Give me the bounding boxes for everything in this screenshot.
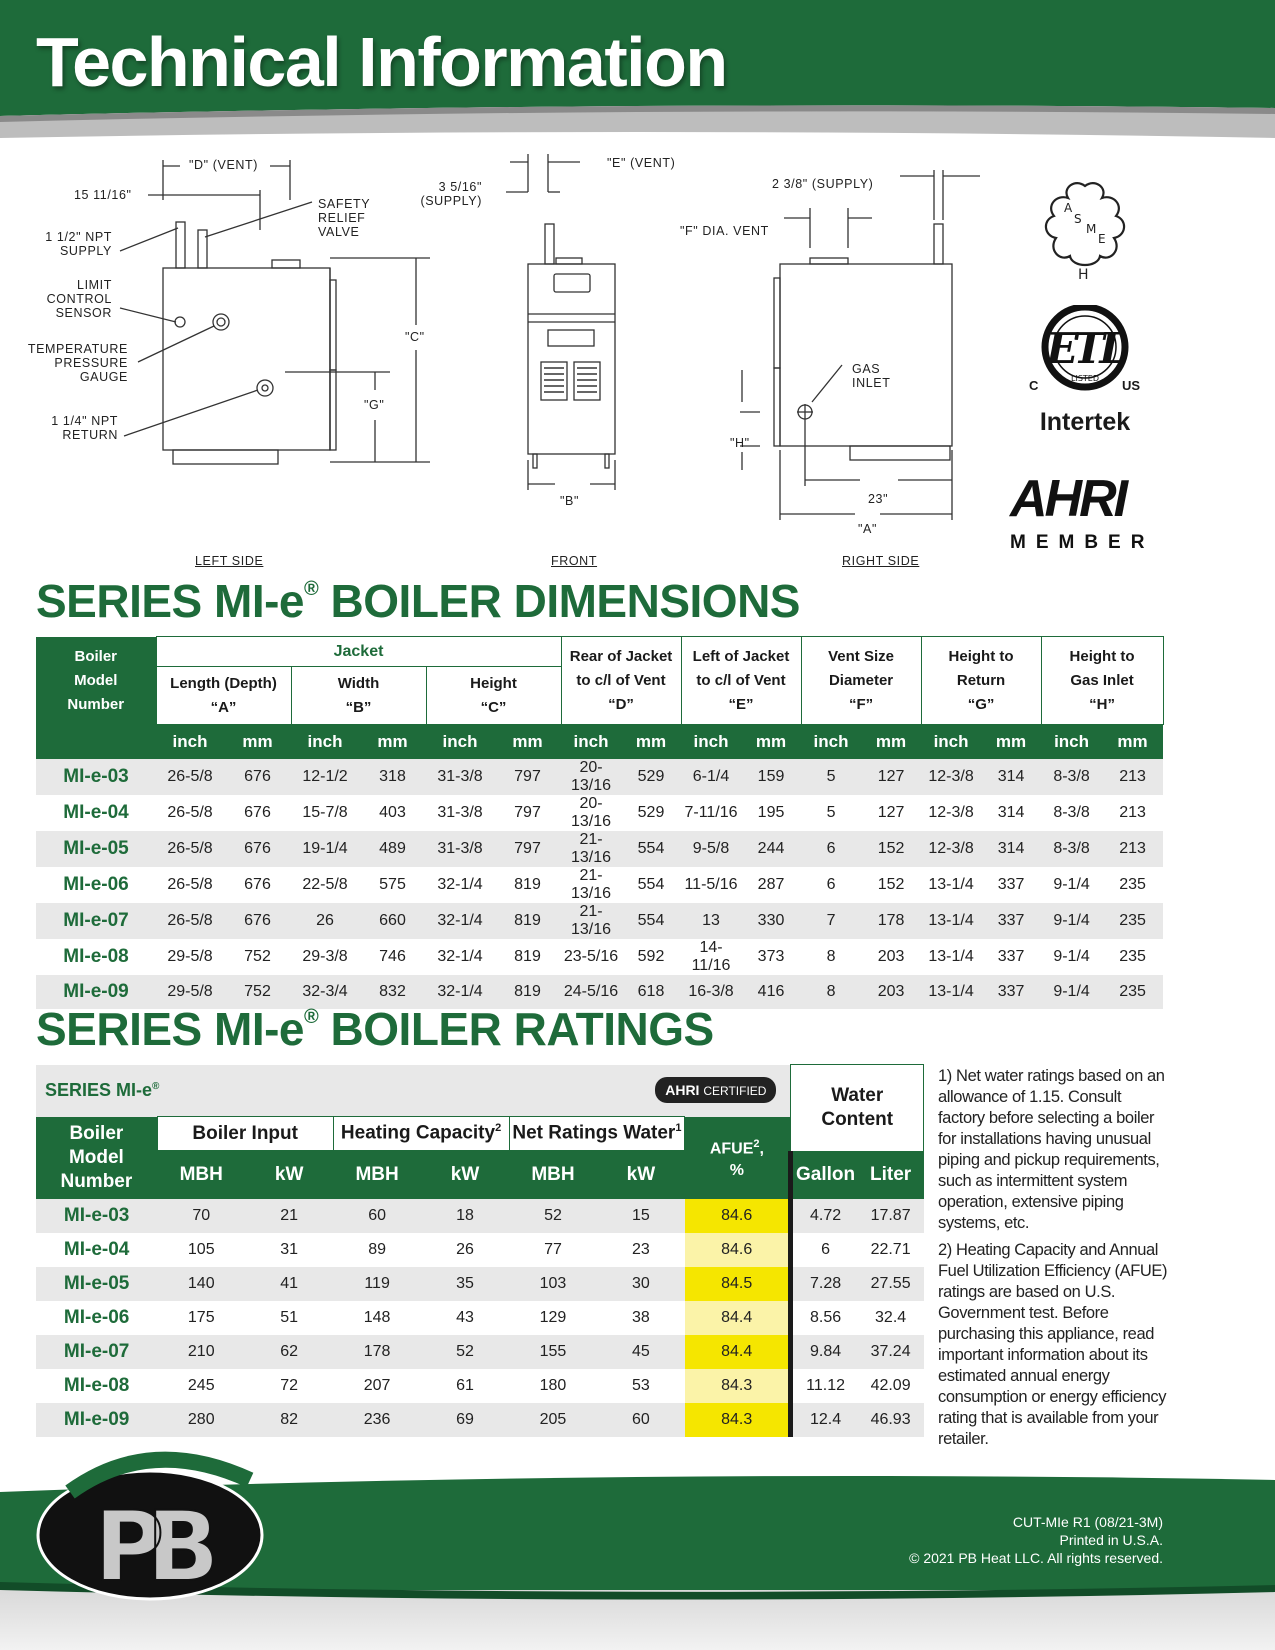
dim-value-cell: 178: [861, 903, 921, 939]
dim-value-cell: 31-3/8: [426, 759, 494, 795]
dim-value-cell: 5: [826, 803, 836, 821]
dim-value-cell: 32-3/4: [291, 975, 359, 1009]
label-temp-gauge: TEMPERATURE PRESSURE GAUGE: [27, 342, 128, 384]
rat-value-cell: 180: [539, 1376, 567, 1394]
dim-value-cell: 314: [981, 759, 1041, 795]
rat-model-cell: MI-e-09: [36, 1403, 157, 1437]
dim-header-gas: Height to Gas Inlet “H”: [1041, 637, 1163, 725]
dim-value-cell: 529: [621, 759, 681, 795]
dim-table-row: [36, 939, 1163, 975]
dim-value-cell: 31-3/8: [426, 831, 494, 867]
dim-value-cell: 373: [757, 947, 785, 965]
etl-us-mark: US: [1122, 378, 1141, 393]
rat-sub-kw-3: kW: [597, 1151, 685, 1199]
dim-value-cell: 554: [621, 903, 681, 939]
rat-value-cell: 60: [333, 1199, 421, 1233]
dim-value-cell: 12-3/8: [921, 759, 981, 795]
dim-unit-mm: mm: [359, 725, 426, 759]
rat-afue-cell: 84.4: [685, 1335, 791, 1369]
rat-value-cell: 205: [509, 1403, 597, 1437]
rat-value-cell: 119: [333, 1267, 421, 1301]
rat-value-cell: 62: [245, 1335, 333, 1369]
dim-model-cell: MI-e-06: [63, 873, 129, 895]
footer-copyright: © 2021 PB Heat LLC. All rights reserved.: [909, 1550, 1163, 1566]
rat-value-cell: 6: [791, 1233, 858, 1267]
dim-value-cell: 32-1/4: [437, 875, 483, 893]
dim-value-cell: 32-1/4: [426, 903, 494, 939]
dim-value-cell: 575: [379, 875, 406, 893]
rat-value-cell: 70: [157, 1199, 245, 1233]
rat-value-cell: 45: [597, 1335, 685, 1369]
dim-value-cell: 152: [861, 831, 921, 867]
dim-table-body: [36, 759, 1163, 1009]
dim-value-cell: 20-13/16: [570, 794, 612, 830]
dim-value-cell: 8-3/8: [1041, 759, 1102, 795]
dim-unit-row: [36, 725, 1163, 759]
dim-value-cell: 127: [861, 759, 921, 795]
dim-value-cell: 235: [1102, 975, 1163, 1009]
dim-value-cell: 676: [244, 875, 271, 893]
rat-value-cell: 82: [245, 1403, 333, 1437]
rat-value-cell: 22.71: [870, 1240, 911, 1258]
rat-afue-cell: 84.4: [685, 1301, 791, 1335]
dim-value-cell: 5: [801, 759, 861, 795]
dim-value-cell: 8: [826, 947, 836, 965]
dim-value-cell: 23-5/16: [563, 947, 619, 965]
dim-value-cell: 32-1/4: [426, 975, 494, 1009]
dim-header-length: Length (Depth) “A”: [156, 667, 291, 725]
dim-header-height: Height “C”: [426, 667, 561, 725]
dim-value-cell: 203: [877, 947, 905, 965]
rat-sub-mbh-3: MBH: [509, 1151, 597, 1199]
dim-value-cell: 16-3/8: [681, 975, 741, 1009]
dim-value-cell: 797: [494, 759, 561, 795]
label-b: "B": [560, 494, 580, 508]
rat-afue-cell: 84.6: [685, 1199, 791, 1233]
dim-unit-inch: inch: [156, 725, 224, 759]
rat-value-cell: 15: [597, 1199, 685, 1233]
rat-value-cell: 77: [544, 1240, 562, 1258]
dim-value-cell: 489: [359, 831, 426, 867]
pb-logo-text: PB: [94, 1491, 202, 1603]
label-g: "G": [364, 398, 385, 412]
dim-model-cell: MI-e-08: [63, 945, 129, 967]
rat-afue-cell: 84.5: [685, 1267, 791, 1301]
rat-header-input: Boiler Input: [157, 1117, 333, 1151]
rat-value-cell: 148: [363, 1308, 391, 1326]
rat-table-row: [36, 1369, 924, 1403]
page-title: Technical Information: [36, 23, 727, 101]
label-c: "C": [405, 330, 425, 344]
rat-value-cell: 8.56: [791, 1301, 858, 1335]
rat-sub-mbh-2: MBH: [333, 1151, 421, 1199]
dim-value-cell: 13: [681, 903, 741, 939]
dim-unit-inch: inch: [291, 725, 359, 759]
dim-value-cell: 235: [1119, 947, 1146, 965]
dim-value-cell: 26-5/8: [156, 831, 224, 867]
rat-value-cell: 12.4: [791, 1403, 858, 1437]
rat-sub-mbh-1: MBH: [157, 1151, 245, 1199]
dim-value-cell: 20-13/16: [561, 759, 621, 795]
dim-unit-inch: inch: [681, 725, 741, 759]
rat-value-cell: 27.55: [858, 1267, 924, 1301]
label-2-3-8: 2 3/8" (SUPPLY): [772, 177, 874, 191]
footer-info: [909, 1513, 1163, 1567]
rat-value-cell: 60: [597, 1403, 685, 1437]
dim-header-jacket: Jacket: [156, 637, 561, 667]
ahri-certified-badge: AHRI CERTIFIED: [655, 1077, 776, 1103]
dim-value-cell: 29-3/8: [302, 947, 348, 965]
dim-value-cell: 554: [621, 831, 681, 867]
dim-header-rear: Rear of Jacket to c/l of Vent “D”: [561, 637, 681, 725]
dim-value-cell: 9-1/4: [1053, 875, 1090, 893]
dim-value-cell: 403: [379, 803, 406, 821]
boiler-line-drawing: [0, 140, 980, 580]
dim-value-cell: 832: [359, 975, 426, 1009]
ahri-member-text: MEMBER: [1010, 532, 1155, 553]
dim-value-cell: 26-5/8: [156, 903, 224, 939]
rat-value-cell: 53: [631, 1376, 650, 1394]
dim-value-cell: 8: [801, 975, 861, 1009]
dim-value-cell: 19-1/4: [291, 831, 359, 867]
rat-value-cell: 280: [157, 1403, 245, 1437]
dim-value-cell: 9-1/4: [1041, 903, 1102, 939]
label-return-npt: 1 1/4" NPT RETURN: [51, 414, 118, 442]
rat-value-cell: 43: [456, 1308, 474, 1326]
rat-afue-cell: 84.3: [685, 1403, 791, 1437]
etl-listed-text: LISTED: [1071, 374, 1099, 383]
dimensions-table: [36, 636, 1164, 1009]
dim-table-row: [36, 903, 1163, 939]
rat-model-cell: MI-e-04: [63, 1238, 130, 1260]
dim-value-cell: 31-3/8: [437, 803, 483, 821]
rat-value-cell: 69: [421, 1403, 509, 1437]
rat-value-cell: 31: [280, 1240, 299, 1258]
rat-value-cell: 210: [157, 1335, 245, 1369]
dim-value-cell: 235: [1102, 903, 1163, 939]
dim-value-cell: 337: [981, 975, 1041, 1009]
asme-letter-a: A: [1064, 201, 1073, 215]
dim-value-cell: 159: [741, 759, 801, 795]
dim-value-cell: 127: [877, 803, 905, 821]
rat-model-cell: MI-e-07: [36, 1335, 157, 1369]
dim-value-cell: 26: [291, 903, 359, 939]
dim-unit-mm: mm: [621, 725, 681, 759]
caption-right-side: RIGHT SIDE: [842, 554, 920, 568]
footnote-1: 1) Net water ratings based on an allowance of 1.15. Consult factory before selecting a boiler for installations having unusual piping and pickup requirements, such as intermittent system operation, extensive piping systems, etc.: [938, 1067, 1165, 1232]
rat-table-row: [36, 1233, 924, 1267]
dim-value-cell: 676: [224, 759, 291, 795]
label-supply-npt: 1 1/2" NPT SUPPLY: [45, 230, 112, 258]
rat-sub-kw-1: kW: [245, 1151, 333, 1199]
dim-value-cell: 29-5/8: [156, 975, 224, 1009]
asme-letter-m: M: [1086, 222, 1097, 236]
rat-value-cell: 207: [363, 1376, 391, 1394]
dim-header-left: Left of Jacket to c/l of Vent “E”: [681, 637, 801, 725]
dim-unit-inch: inch: [1041, 725, 1102, 759]
dim-value-cell: 7: [801, 903, 861, 939]
dimensions-title: SERIES MI-e® BOILER DIMENSIONS: [36, 575, 800, 627]
dim-value-cell: 819: [494, 975, 561, 1009]
label-safety-valve: SAFETY RELIEF VALVE: [318, 197, 371, 239]
dim-value-cell: 11-5/16: [684, 875, 738, 893]
dim-value-cell: 213: [1102, 831, 1163, 867]
dim-value-cell: 8-3/8: [1041, 831, 1102, 867]
rat-header-afue: AFUE$^2$, %: [685, 1117, 791, 1199]
dim-header-width: Width “B”: [291, 667, 426, 725]
label-d-vent: "D" (VENT): [189, 158, 259, 172]
dim-model-cell: MI-e-07: [36, 903, 156, 939]
dim-value-cell: 26-5/8: [167, 803, 213, 821]
asme-letter-e: E: [1098, 232, 1106, 246]
rat-value-cell: 103: [509, 1267, 597, 1301]
footer-code: CUT-MIe R1 (08/21-3M): [1012, 1514, 1163, 1530]
dim-value-cell: 6: [801, 831, 861, 867]
rat-value-cell: 175: [187, 1308, 215, 1326]
rat-value-cell: 42.09: [870, 1376, 911, 1394]
dim-model-cell: MI-e-04: [63, 801, 129, 823]
dim-value-cell: 26-5/8: [167, 875, 213, 893]
rat-value-cell: 9.84: [791, 1335, 858, 1369]
dim-value-cell: 9-5/8: [681, 831, 741, 867]
rat-value-cell: 236: [333, 1403, 421, 1437]
label-limit-sensor: LIMIT CONTROL SENSOR: [46, 278, 112, 320]
dim-value-cell: 819: [514, 875, 541, 893]
rat-value-cell: 41: [245, 1267, 333, 1301]
rat-value-cell: 52: [421, 1335, 509, 1369]
dim-value-cell: 9-1/4: [1053, 947, 1090, 965]
rat-value-cell: 26: [456, 1240, 474, 1258]
ratings-title: SERIES MI-e® BOILER RATINGS: [36, 1003, 714, 1055]
rat-value-cell: 32.4: [875, 1308, 907, 1326]
rat-value-cell: 4.72: [791, 1199, 858, 1233]
rat-value-cell: 178: [333, 1335, 421, 1369]
dim-value-cell: 337: [997, 947, 1025, 965]
ahri-logo: AHRI: [1010, 470, 1126, 528]
rat-header-capacity: Heating Capacity$^2$: [333, 1117, 509, 1151]
ratings-table-wrap: [36, 1064, 924, 1440]
rat-value-cell: 129: [539, 1308, 567, 1326]
dim-value-cell: 6-1/4: [681, 759, 741, 795]
footnote-2: 2) Heating Capacity and Annual Fuel Utilization Efficiency (AFUE) ratings are based on U.S. Government test. Before purchasing this appliance, read important information about its estimated annual energy consumption or energy efficiency rating that is available from your retailer.: [938, 1241, 1168, 1448]
dim-table-row: [36, 867, 1163, 903]
rat-header-model: Boiler Model Number: [36, 1117, 157, 1199]
dim-unit-mm: mm: [981, 725, 1041, 759]
dim-value-cell: 26-5/8: [156, 759, 224, 795]
boiler-drawing: [0, 140, 980, 580]
rat-model-cell: MI-e-03: [36, 1199, 157, 1233]
dim-model-cell: MI-e-09: [36, 975, 156, 1009]
dim-value-cell: 29-5/8: [167, 947, 213, 965]
dim-model-cell: MI-e-03: [36, 759, 156, 795]
asme-logo: [1040, 180, 1130, 280]
dim-unit-mm: mm: [861, 725, 921, 759]
dim-value-cell: 752: [224, 975, 291, 1009]
intertek-wordmark: Intertek: [1039, 408, 1131, 436]
dim-value-cell: 21-13/16: [561, 903, 621, 939]
dim-unit-inch: inch: [921, 725, 981, 759]
rat-value-cell: 30: [597, 1267, 685, 1301]
dim-value-cell: 13-1/4: [921, 975, 981, 1009]
dim-value-cell: 21-13/16: [561, 831, 621, 867]
rat-value-cell: 37.24: [858, 1335, 924, 1369]
dim-value-cell: 592: [637, 947, 665, 965]
rat-model-cell: MI-e-08: [63, 1374, 130, 1396]
label-23: 23": [868, 492, 889, 506]
dim-value-cell: 12-3/8: [921, 831, 981, 867]
rat-value-cell: 89: [368, 1240, 386, 1258]
dim-value-cell: 676: [224, 831, 291, 867]
asme-stamp-letter: H: [1078, 267, 1089, 280]
dim-value-cell: 676: [244, 803, 271, 821]
rat-header-net: Net Ratings Water$^1$: [509, 1117, 685, 1151]
rat-value-cell: 245: [187, 1376, 215, 1394]
rat-model-cell: MI-e-06: [63, 1306, 130, 1328]
dim-value-cell: 13-1/4: [921, 903, 981, 939]
rat-value-cell: 23: [631, 1240, 650, 1258]
dim-value-cell: 529: [637, 803, 665, 821]
dim-value-cell: 819: [514, 947, 541, 965]
dim-value-cell: 9-1/4: [1041, 975, 1102, 1009]
water-content-header: Water Content: [791, 1065, 924, 1151]
dim-value-cell: 337: [997, 875, 1025, 893]
rat-value-cell: 105: [187, 1240, 215, 1258]
ratings-table: [36, 1064, 924, 1437]
dim-value-cell: 13-1/4: [928, 875, 974, 893]
dim-value-cell: 13-1/4: [928, 947, 974, 965]
dim-value-cell: 746: [379, 947, 406, 965]
rat-table-row: [36, 1301, 924, 1335]
dim-value-cell: 676: [224, 903, 291, 939]
dim-value-cell: 21-13/16: [570, 866, 612, 902]
dim-unit-inch: inch: [801, 725, 861, 759]
dim-table-row: [36, 759, 1163, 795]
rat-table-row: [36, 1199, 924, 1233]
dim-unit-mm: mm: [224, 725, 291, 759]
label-15-11-16: 15 11/16": [74, 188, 132, 202]
dim-value-cell: 330: [741, 903, 801, 939]
rat-value-cell: 61: [456, 1376, 474, 1394]
dim-table-row: [36, 795, 1163, 831]
rat-value-cell: 18: [421, 1199, 509, 1233]
header-banner: [0, 0, 1275, 140]
footnotes: [938, 1066, 1168, 1456]
rat-table-row: [36, 1403, 924, 1437]
rat-sub-gallon: Gallon: [791, 1151, 858, 1199]
rat-sub-kw-2: kW: [421, 1151, 509, 1199]
dim-value-cell: 618: [621, 975, 681, 1009]
dim-value-cell: 12-3/8: [928, 803, 974, 821]
rat-table-row: [36, 1267, 924, 1301]
rat-value-cell: 38: [631, 1308, 650, 1326]
dim-value-cell: 152: [877, 875, 905, 893]
dim-value-cell: 15-7/8: [302, 803, 348, 821]
label-a: "A": [858, 522, 878, 536]
dim-value-cell: 195: [757, 803, 785, 821]
series-label: SERIES MI-e®: [36, 1065, 421, 1117]
dim-value-cell: 22-5/8: [302, 875, 348, 893]
rat-value-cell: 52: [509, 1199, 597, 1233]
dim-value-cell: 337: [981, 903, 1041, 939]
dim-value-cell: 213: [1119, 803, 1146, 821]
dim-value-cell: 318: [359, 759, 426, 795]
dim-value-cell: 8-3/8: [1053, 803, 1090, 821]
rat-value-cell: 7.28: [791, 1267, 858, 1301]
rat-value-cell: 35: [421, 1267, 509, 1301]
dim-model-cell: MI-e-05: [36, 831, 156, 867]
label-gas-inlet: GAS INLET: [852, 362, 891, 390]
dim-value-cell: 14-11/16: [691, 938, 731, 974]
dim-value-cell: 660: [359, 903, 426, 939]
dim-value-cell: 314: [997, 803, 1025, 821]
ahri-certified-cell: [421, 1065, 791, 1117]
rat-value-cell: 155: [509, 1335, 597, 1369]
dim-value-cell: 235: [1119, 875, 1146, 893]
dim-value-cell: 213: [1102, 759, 1163, 795]
dim-value-cell: 797: [514, 803, 541, 821]
label-e-vent: "E" (VENT): [607, 156, 676, 170]
dim-header-model: Boiler Model Number: [36, 637, 156, 725]
dim-value-cell: 797: [494, 831, 561, 867]
dim-value-cell: 7-11/16: [684, 803, 738, 821]
rat-value-cell: 17.87: [858, 1199, 924, 1233]
rat-afue-cell: 84.6: [685, 1233, 791, 1267]
dim-value-cell: 819: [494, 903, 561, 939]
rat-table-row: [36, 1335, 924, 1369]
label-3-5-16: 3 5/16" (SUPPLY): [420, 180, 482, 208]
dim-value-cell: 24-5/16: [561, 975, 621, 1009]
dim-header-vent: Vent Size Diameter “F”: [801, 637, 921, 725]
rat-sub-liter: Liter: [858, 1151, 924, 1199]
dim-value-cell: 203: [861, 975, 921, 1009]
dim-unit-mm: mm: [741, 725, 801, 759]
dim-value-cell: 12-1/2: [291, 759, 359, 795]
dim-value-cell: 416: [741, 975, 801, 1009]
caption-left-side: LEFT SIDE: [195, 554, 264, 568]
dim-value-cell: 244: [741, 831, 801, 867]
ratings-table-body: [36, 1199, 924, 1437]
etl-mark-text: ETL: [1046, 324, 1124, 373]
rat-value-cell: 51: [280, 1308, 299, 1326]
caption-front: FRONT: [551, 554, 598, 568]
rat-model-cell: MI-e-05: [36, 1267, 157, 1301]
dim-unit-inch: inch: [561, 725, 621, 759]
rat-value-cell: 11.12: [791, 1369, 858, 1403]
dim-unit-mm: mm: [1102, 725, 1163, 759]
rat-value-cell: 72: [280, 1376, 299, 1394]
dim-value-cell: 554: [637, 875, 665, 893]
dim-header-return: Height to Return “G”: [921, 637, 1041, 725]
rat-value-cell: 140: [157, 1267, 245, 1301]
rat-afue-cell: 84.3: [685, 1369, 791, 1403]
dim-unit-inch: inch: [426, 725, 494, 759]
etl-c-mark: C: [1029, 378, 1039, 393]
asme-letter-s: S: [1074, 212, 1082, 226]
dim-value-cell: 6: [826, 875, 836, 893]
dim-value-cell: 32-1/4: [437, 947, 483, 965]
dim-unit-mm: mm: [494, 725, 561, 759]
dim-value-cell: 752: [244, 947, 271, 965]
dim-value-cell: 287: [757, 875, 785, 893]
dim-table-row: [36, 831, 1163, 867]
footer-printed: Printed in U.S.A.: [1059, 1532, 1163, 1548]
label-f-vent: "F" DIA. VENT: [680, 224, 769, 238]
dim-value-cell: 314: [981, 831, 1041, 867]
rat-value-cell: 46.93: [858, 1403, 924, 1437]
label-h: "H": [730, 436, 750, 450]
rat-value-cell: 21: [245, 1199, 333, 1233]
